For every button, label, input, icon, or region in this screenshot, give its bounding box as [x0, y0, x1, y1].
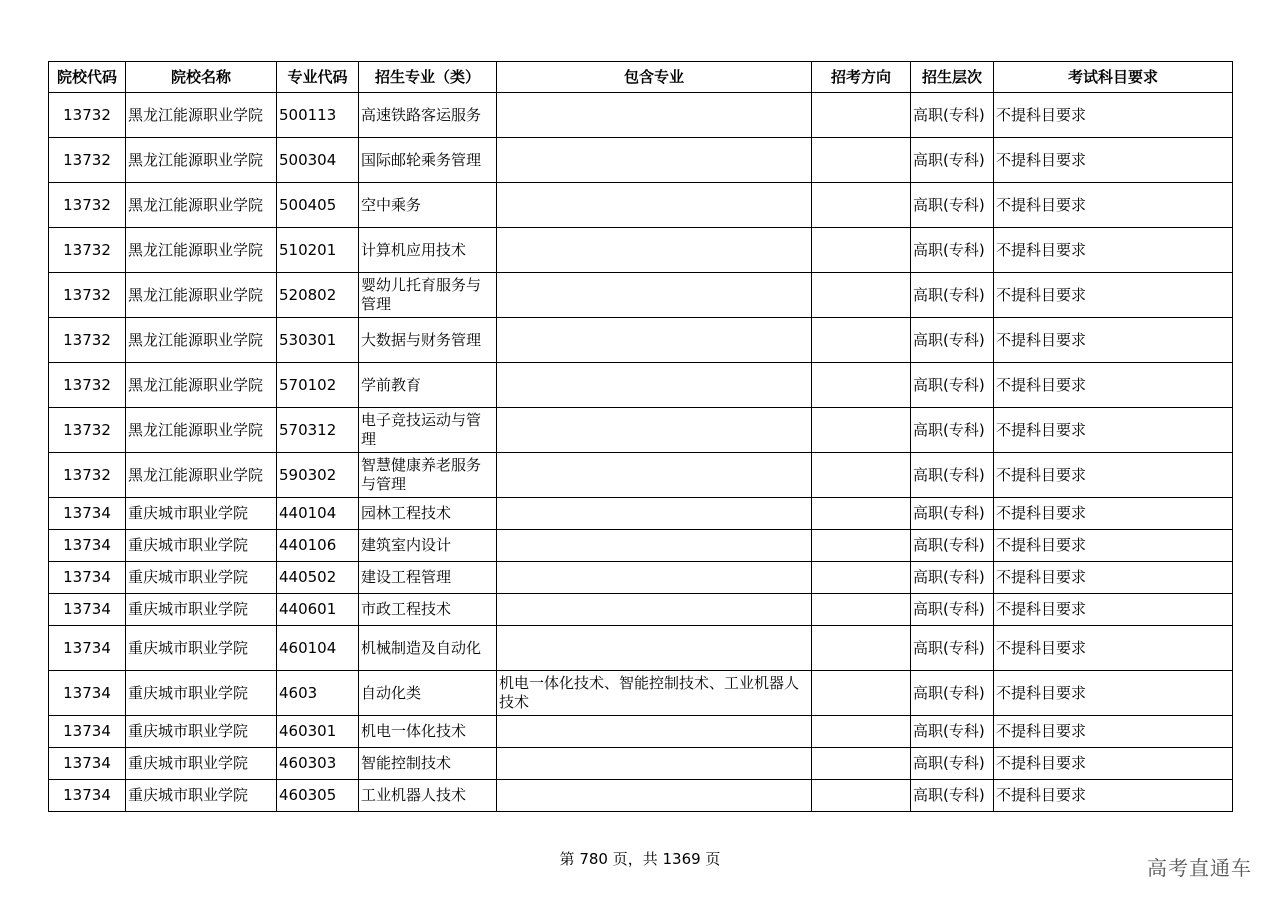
- table-row: [49, 363, 1233, 408]
- table-row: [49, 273, 1233, 318]
- requirement-cell: 不提科目要求: [994, 716, 1233, 748]
- major-cell: 自动化类: [359, 671, 497, 716]
- table-row: [49, 93, 1233, 138]
- major-code-cell: 530301: [277, 318, 359, 363]
- direction-cell: [812, 138, 911, 183]
- direction-cell: [812, 748, 911, 780]
- school-code-cell: 13734: [49, 498, 126, 530]
- level-cell: 高职(专科): [911, 498, 994, 530]
- school-name-cell: 黑龙江能源职业学院: [126, 228, 277, 273]
- direction-cell: [812, 273, 911, 318]
- school-code-cell: 13732: [49, 453, 126, 498]
- major-code-cell: 500113: [277, 93, 359, 138]
- included-majors-cell: 机电一体化技术、智能控制技术、工业机器人技术: [497, 671, 812, 716]
- school-code-cell: 13734: [49, 594, 126, 626]
- major-code-cell: 570312: [277, 408, 359, 453]
- requirement-cell: 不提科目要求: [994, 453, 1233, 498]
- school-name-cell: 黑龙江能源职业学院: [126, 453, 277, 498]
- page-number: 第 780 页，共 1369 页: [559, 850, 721, 868]
- major-cell: 建设工程管理: [359, 562, 497, 594]
- major-cell: 机械制造及自动化: [359, 626, 497, 671]
- requirement-cell: 不提科目要求: [994, 228, 1233, 273]
- school-code-cell: 13734: [49, 748, 126, 780]
- header-level: 招生层次: [911, 62, 994, 93]
- included-majors-cell: [497, 183, 812, 228]
- major-code-cell: 460303: [277, 748, 359, 780]
- major-cell: 机电一体化技术: [359, 716, 497, 748]
- school-code-cell: 13732: [49, 183, 126, 228]
- direction-cell: [812, 562, 911, 594]
- requirement-cell: 不提科目要求: [994, 626, 1233, 671]
- header-school-code: 院校代码: [49, 62, 126, 93]
- level-cell: 高职(专科): [911, 183, 994, 228]
- included-majors-cell: [497, 318, 812, 363]
- header-direction: 招考方向: [812, 62, 911, 93]
- school-name-cell: 重庆城市职业学院: [126, 780, 277, 812]
- included-majors-cell: [497, 408, 812, 453]
- table-header-row: [49, 62, 1233, 93]
- direction-cell: [812, 780, 911, 812]
- level-cell: 高职(专科): [911, 671, 994, 716]
- direction-cell: [812, 363, 911, 408]
- level-cell: 高职(专科): [911, 318, 994, 363]
- major-cell: 婴幼儿托育服务与管理: [359, 273, 497, 318]
- school-name-cell: 黑龙江能源职业学院: [126, 318, 277, 363]
- major-code-cell: 500405: [277, 183, 359, 228]
- major-code-cell: 500304: [277, 138, 359, 183]
- school-code-cell: 13732: [49, 318, 126, 363]
- table-row: [49, 408, 1233, 453]
- included-majors-cell: [497, 138, 812, 183]
- school-code-cell: 13732: [49, 93, 126, 138]
- included-majors-cell: [497, 93, 812, 138]
- header-major-code: 专业代码: [277, 62, 359, 93]
- school-name-cell: 黑龙江能源职业学院: [126, 93, 277, 138]
- school-name-cell: 黑龙江能源职业学院: [126, 138, 277, 183]
- school-code-cell: 13732: [49, 228, 126, 273]
- level-cell: 高职(专科): [911, 273, 994, 318]
- major-code-cell: 440502: [277, 562, 359, 594]
- included-majors-cell: [497, 562, 812, 594]
- table-row: [49, 594, 1233, 626]
- included-majors-cell: [497, 748, 812, 780]
- direction-cell: [812, 183, 911, 228]
- school-code-cell: 13734: [49, 530, 126, 562]
- included-majors-cell: [497, 780, 812, 812]
- table-row: [49, 530, 1233, 562]
- major-cell: 智慧健康养老服务与管理: [359, 453, 497, 498]
- header-included-majors: 包含专业: [497, 62, 812, 93]
- included-majors-cell: [497, 498, 812, 530]
- school-name-cell: 重庆城市职业学院: [126, 748, 277, 780]
- school-name-cell: 黑龙江能源职业学院: [126, 183, 277, 228]
- direction-cell: [812, 716, 911, 748]
- level-cell: 高职(专科): [911, 453, 994, 498]
- school-name-cell: 重庆城市职业学院: [126, 716, 277, 748]
- major-code-cell: 590302: [277, 453, 359, 498]
- major-cell: 大数据与财务管理: [359, 318, 497, 363]
- direction-cell: [812, 93, 911, 138]
- table-row: [49, 138, 1233, 183]
- level-cell: 高职(专科): [911, 228, 994, 273]
- school-name-cell: 重庆城市职业学院: [126, 626, 277, 671]
- level-cell: 高职(专科): [911, 626, 994, 671]
- level-cell: 高职(专科): [911, 716, 994, 748]
- school-code-cell: 13734: [49, 671, 126, 716]
- table-row: [49, 562, 1233, 594]
- level-cell: 高职(专科): [911, 363, 994, 408]
- major-code-cell: 460305: [277, 780, 359, 812]
- direction-cell: [812, 530, 911, 562]
- requirement-cell: 不提科目要求: [994, 408, 1233, 453]
- level-cell: 高职(专科): [911, 408, 994, 453]
- requirement-cell: 不提科目要求: [994, 671, 1233, 716]
- major-code-cell: 570102: [277, 363, 359, 408]
- major-cell: 空中乘务: [359, 183, 497, 228]
- major-cell: 建筑室内设计: [359, 530, 497, 562]
- included-majors-cell: [497, 273, 812, 318]
- requirement-cell: 不提科目要求: [994, 748, 1233, 780]
- school-code-cell: 13734: [49, 562, 126, 594]
- requirement-cell: 不提科目要求: [994, 562, 1233, 594]
- included-majors-cell: [497, 453, 812, 498]
- level-cell: 高职(专科): [911, 530, 994, 562]
- major-cell: 高速铁路客运服务: [359, 93, 497, 138]
- school-code-cell: 13734: [49, 780, 126, 812]
- included-majors-cell: [497, 594, 812, 626]
- major-cell: 智能控制技术: [359, 748, 497, 780]
- included-majors-cell: [497, 228, 812, 273]
- school-name-cell: 黑龙江能源职业学院: [126, 273, 277, 318]
- school-name-cell: 黑龙江能源职业学院: [126, 363, 277, 408]
- header-major: 招生专业（类）: [359, 62, 497, 93]
- major-code-cell: 440104: [277, 498, 359, 530]
- direction-cell: [812, 594, 911, 626]
- level-cell: 高职(专科): [911, 93, 994, 138]
- major-code-cell: 440106: [277, 530, 359, 562]
- school-code-cell: 13734: [49, 716, 126, 748]
- requirement-cell: 不提科目要求: [994, 530, 1233, 562]
- school-name-cell: 重庆城市职业学院: [126, 530, 277, 562]
- major-code-cell: 440601: [277, 594, 359, 626]
- requirement-cell: 不提科目要求: [994, 273, 1233, 318]
- level-cell: 高职(专科): [911, 562, 994, 594]
- direction-cell: [812, 318, 911, 363]
- requirement-cell: 不提科目要求: [994, 498, 1233, 530]
- header-school-name: 院校名称: [126, 62, 277, 93]
- level-cell: 高职(专科): [911, 594, 994, 626]
- direction-cell: [812, 228, 911, 273]
- major-cell: 计算机应用技术: [359, 228, 497, 273]
- requirement-cell: 不提科目要求: [994, 138, 1233, 183]
- school-name-cell: 重庆城市职业学院: [126, 671, 277, 716]
- major-cell: 国际邮轮乘务管理: [359, 138, 497, 183]
- requirement-cell: 不提科目要求: [994, 594, 1233, 626]
- school-name-cell: 重庆城市职业学院: [126, 594, 277, 626]
- table-row: [49, 318, 1233, 363]
- major-code-cell: 460301: [277, 716, 359, 748]
- major-cell: 园林工程技术: [359, 498, 497, 530]
- school-code-cell: 13732: [49, 363, 126, 408]
- admissions-table: [48, 61, 1233, 812]
- included-majors-cell: [497, 530, 812, 562]
- table-row: [49, 183, 1233, 228]
- requirement-cell: 不提科目要求: [994, 183, 1233, 228]
- major-cell: 工业机器人技术: [359, 780, 497, 812]
- level-cell: 高职(专科): [911, 748, 994, 780]
- direction-cell: [812, 453, 911, 498]
- watermark: 高考直通车: [1147, 856, 1252, 880]
- included-majors-cell: [497, 363, 812, 408]
- major-code-cell: 520802: [277, 273, 359, 318]
- major-cell: 学前教育: [359, 363, 497, 408]
- major-code-cell: 4603: [277, 671, 359, 716]
- requirement-cell: 不提科目要求: [994, 363, 1233, 408]
- school-code-cell: 13734: [49, 626, 126, 671]
- school-name-cell: 黑龙江能源职业学院: [126, 408, 277, 453]
- table-row: [49, 780, 1233, 812]
- school-name-cell: 重庆城市职业学院: [126, 562, 277, 594]
- level-cell: 高职(专科): [911, 780, 994, 812]
- school-code-cell: 13732: [49, 408, 126, 453]
- requirement-cell: 不提科目要求: [994, 318, 1233, 363]
- header-requirement: 考试科目要求: [994, 62, 1233, 93]
- included-majors-cell: [497, 716, 812, 748]
- table-row: [49, 716, 1233, 748]
- major-code-cell: 510201: [277, 228, 359, 273]
- requirement-cell: 不提科目要求: [994, 780, 1233, 812]
- table-row: [49, 498, 1233, 530]
- school-code-cell: 13732: [49, 138, 126, 183]
- major-code-cell: 460104: [277, 626, 359, 671]
- direction-cell: [812, 408, 911, 453]
- requirement-cell: 不提科目要求: [994, 93, 1233, 138]
- major-cell: 电子竞技运动与管理: [359, 408, 497, 453]
- table-row: [49, 671, 1233, 716]
- direction-cell: [812, 671, 911, 716]
- school-code-cell: 13732: [49, 273, 126, 318]
- table-row: [49, 453, 1233, 498]
- table-row: [49, 228, 1233, 273]
- table-row: [49, 748, 1233, 780]
- direction-cell: [812, 626, 911, 671]
- level-cell: 高职(专科): [911, 138, 994, 183]
- included-majors-cell: [497, 626, 812, 671]
- major-cell: 市政工程技术: [359, 594, 497, 626]
- direction-cell: [812, 498, 911, 530]
- table-row: [49, 626, 1233, 671]
- school-name-cell: 重庆城市职业学院: [126, 498, 277, 530]
